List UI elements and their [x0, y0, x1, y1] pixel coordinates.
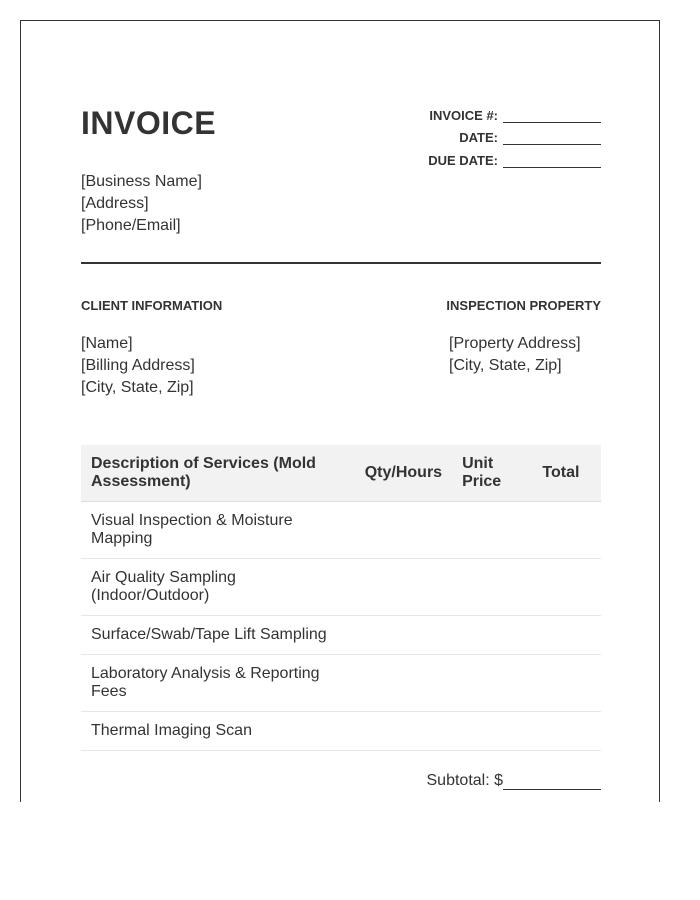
invoice-number-field[interactable] [503, 108, 601, 123]
subtotal-label: Subtotal: $ [426, 772, 503, 789]
total-cell[interactable] [532, 502, 601, 559]
subtotal-field[interactable] [503, 773, 601, 790]
services-table [81, 445, 601, 751]
qty-cell[interactable] [355, 559, 452, 616]
date-field[interactable] [503, 130, 601, 145]
due-date-label: DUE DATE: [428, 152, 498, 168]
table-row [81, 559, 601, 616]
total-cell[interactable] [532, 616, 601, 655]
due-date-field[interactable] [503, 153, 601, 168]
date-row [428, 123, 601, 146]
total-cell[interactable] [532, 655, 601, 712]
unit-price-cell[interactable] [452, 616, 532, 655]
header-divider [81, 262, 601, 264]
invoice-sheet [20, 20, 660, 802]
due-date-row [428, 145, 601, 168]
qty-cell[interactable] [355, 502, 452, 559]
client-name: [Name] [81, 335, 133, 352]
unit-price-cell[interactable] [452, 559, 532, 616]
invoice-meta [428, 100, 601, 168]
service-description: Laboratory Analysis & Reporting Fees [81, 655, 355, 712]
invoice-number-label: INVOICE #: [429, 107, 498, 123]
column-header-description: Description of Services (Mold Assessment) [81, 445, 355, 502]
service-description: Surface/Swab/Tape Lift Sampling [81, 616, 355, 655]
column-header-total: Total [532, 445, 601, 502]
invoice-number-row [428, 100, 601, 123]
service-description: Thermal Imaging Scan [81, 712, 355, 751]
total-cell[interactable] [532, 559, 601, 616]
unit-price-cell[interactable] [452, 712, 532, 751]
property-info [449, 333, 581, 377]
qty-cell[interactable] [355, 616, 452, 655]
qty-cell[interactable] [355, 712, 452, 751]
inspection-property-heading: INSPECTION PROPERTY [446, 298, 601, 313]
client-city-state-zip: [City, State, Zip] [81, 379, 194, 396]
table-row [81, 655, 601, 712]
business-info [81, 171, 202, 237]
business-contact: [Phone/Email] [81, 217, 181, 234]
total-cell[interactable] [532, 712, 601, 751]
property-city-state-zip: [City, State, Zip] [449, 357, 562, 374]
table-row [81, 502, 601, 559]
client-info-heading: CLIENT INFORMATION [81, 298, 223, 313]
qty-cell[interactable] [355, 655, 452, 712]
column-header-qty: Qty/Hours [355, 445, 452, 502]
property-address: [Property Address] [449, 335, 581, 352]
unit-price-cell[interactable] [452, 655, 532, 712]
service-description: Air Quality Sampling (Indoor/Outdoor) [81, 559, 355, 616]
business-name: [Business Name] [81, 173, 202, 190]
invoice-title: INVOICE [81, 105, 217, 141]
client-info [81, 333, 195, 399]
business-address: [Address] [81, 195, 149, 212]
service-description: Visual Inspection & Moisture Mapping [81, 502, 355, 559]
table-header-row [81, 445, 601, 502]
date-label: DATE: [459, 130, 498, 145]
table-row [81, 616, 601, 655]
column-header-unit-price: Unit Price [452, 445, 532, 502]
client-billing-address: [Billing Address] [81, 357, 195, 374]
table-row [81, 712, 601, 751]
subtotal-row [427, 772, 602, 790]
unit-price-cell[interactable] [452, 502, 532, 559]
